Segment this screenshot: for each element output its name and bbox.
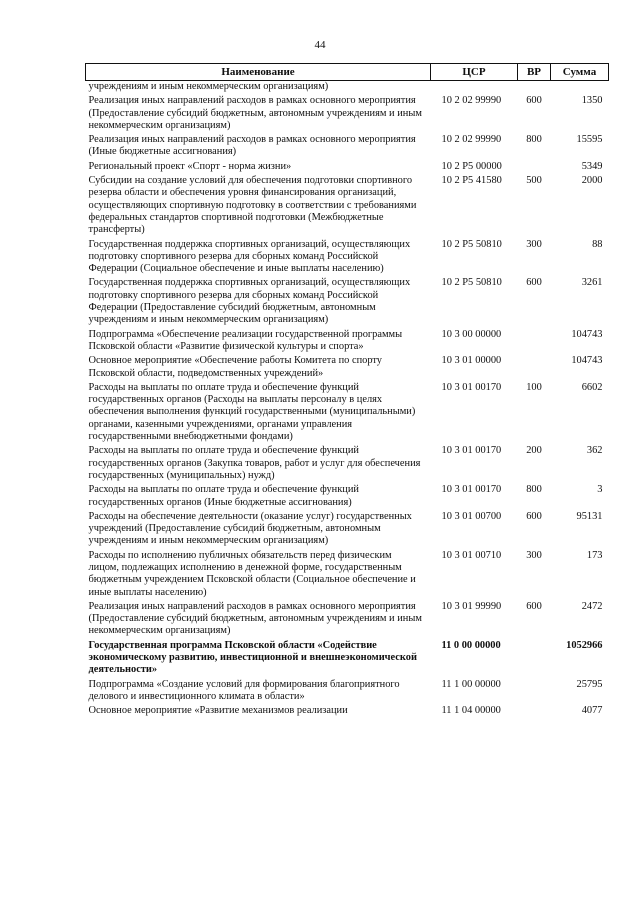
page-number: 44 — [314, 39, 326, 51]
cell-vr — [518, 640, 551, 679]
cell-csr: 11 0 00 00000 — [441, 639, 501, 651]
cell-sum: 95131 — [576, 510, 603, 522]
cell-name: Реализация иных направлений расходов в рамках основного мероприятия (Иные бюджетные ассигнования) — [88, 134, 416, 158]
header-csr: ЦСР — [431, 64, 518, 81]
cell-sum: 362 — [586, 445, 603, 457]
table-row — [86, 511, 609, 550]
cell-name: Основное мероприятие «Развитие механизмов реализации — [88, 705, 348, 717]
table-row — [86, 134, 609, 161]
cell-vr: 800 — [526, 134, 542, 146]
cell-sum: 2000 — [581, 175, 603, 187]
table-row — [86, 445, 609, 484]
cell-sum: 1350 — [581, 95, 603, 107]
cell-name: Основное мероприятие «Обеспечение работы Комитета по спорту Псковской области, подведомственных учреждений» — [88, 355, 382, 379]
cell-csr: 10 3 01 99990 — [441, 600, 502, 612]
cell-vr: 600 — [526, 600, 542, 612]
cell-vr — [518, 679, 551, 706]
cell-csr — [431, 81, 518, 96]
cell-vr: 800 — [526, 484, 542, 496]
cell-name: Государственная программа Псковской области «Содействие экономическому развитию, инвестиционной и внешнеэкономической деятельности» — [88, 639, 417, 676]
cell-sum: 1052966 — [566, 639, 603, 651]
cell-csr: 10 2 P5 00000 — [441, 160, 502, 172]
cell-vr — [518, 161, 551, 175]
header-name: Наименование — [86, 64, 431, 81]
cell-csr: 10 2 P5 41580 — [441, 175, 502, 187]
cell-sum: 88 — [592, 238, 603, 250]
table-row — [86, 95, 609, 134]
cell-csr: 10 3 01 00170 — [441, 445, 502, 457]
table-row — [86, 161, 609, 175]
table-row — [86, 329, 609, 356]
table-header — [86, 64, 609, 81]
table-row — [86, 355, 609, 382]
cell-vr: 300 — [526, 238, 542, 250]
cell-name: Расходы на выплаты по оплате труда и обеспечение функций государственных органов (Закупка товаров, работ и услуг для обеспечения государственных (муниципальных) нужд) — [88, 445, 421, 481]
cell-name: Субсидии на создание условий для обеспечения подготовки спортивного резерва области и обеспечения уровня финансирования организаций, осуществляющих спортивную подготовку в соответствии с требованиями федеральных стандартов спортивной подготовки (Межбюджетные трансферты) — [88, 175, 417, 236]
cell-csr: 11 1 00 00000 — [441, 678, 501, 690]
cell-name: Региональный проект «Спорт - норма жизни» — [88, 160, 292, 172]
cell-name: Реализация иных направлений расходов в рамках основного мероприятия (Предоставление субсидий бюджетным, автономным учреждениям и иным некоммерческим организациям) — [88, 95, 422, 131]
cell-sum: 5349 — [581, 160, 603, 172]
cell-csr: 10 3 01 00700 — [441, 510, 502, 522]
cell-vr: 200 — [526, 445, 542, 457]
table-body — [86, 81, 609, 720]
cell-csr: 10 2 P5 50810 — [441, 238, 502, 250]
table-row — [86, 175, 609, 238]
cell-vr: 100 — [526, 381, 542, 393]
cell-name: Расходы по исполнению публичных обязательств перед физическим лицом, подлежащих исполнению в денежной форме, государственным бюджетным учреждением Псковской области (Социальное обеспечение и иные выплаты населению) — [88, 549, 416, 598]
table-row — [86, 640, 609, 679]
cell-csr: 10 3 01 00710 — [441, 549, 502, 561]
cell-name: Государственная поддержка спортивных организаций, осуществляющих подготовку спортивного резерва для сборных команд Российской Федерации (Социальное обеспечение и иные выплаты населению) — [88, 238, 411, 275]
cell-sum: 3261 — [581, 277, 603, 289]
cell-sum: 104743 — [571, 355, 603, 367]
cell-csr: 10 2 02 99990 — [441, 134, 502, 146]
cell-name: Расходы на выплаты по оплате труда и обеспечение функций государственных органов (Расходы на выплаты персоналу в целях обеспечения выполнения функций государственными (муниципальными) органами, казенными учреждениями, органами управления государственными внебюджетными фондами) — [88, 381, 416, 443]
cell-csr: 10 2 02 99990 — [441, 95, 502, 107]
cell-csr: 10 3 00 00000 — [441, 328, 502, 340]
cell-sum: 104743 — [571, 328, 603, 340]
cell-vr: 600 — [526, 277, 542, 289]
cell-sum: 15595 — [576, 134, 603, 146]
cell-csr: 10 2 P5 50810 — [441, 277, 502, 289]
table-row — [86, 484, 609, 511]
cell-name: Реализация иных направлений расходов в рамках основного мероприятия (Предоставление субсидий бюджетным, автономным учреждениям и иным некоммерческим организациям) — [88, 600, 422, 637]
cell-csr: 11 1 04 00000 — [441, 705, 501, 717]
cell-vr: 600 — [526, 510, 542, 522]
cell-name: учреждениям и иным некоммерческим организациям) — [88, 81, 329, 92]
cell-vr — [518, 705, 551, 719]
cell-name: Государственная поддержка спортивных организаций, осуществляющих подготовку спортивного резерва для сборных команд Российской Федерации (Предоставление субсидий бюджетным, автономным учреждениям и иным некоммерческим организациям) — [88, 277, 411, 326]
budget-table — [85, 63, 609, 720]
cell-sum: 4077 — [581, 705, 603, 717]
cell-name: Подпрограмма «Обеспечение реализации государственной программы Псковской области «Развитие физической культуры и спорта» — [88, 328, 403, 352]
cell-sum: 3 — [597, 484, 603, 496]
table-row — [86, 382, 609, 445]
cell-name: Расходы на выплаты по оплате труда и обеспечение функций государственных органов (Иные бюджетные ассигнования) — [88, 484, 359, 508]
cell-vr — [518, 355, 551, 382]
table-row — [86, 239, 609, 278]
table-row — [86, 81, 609, 96]
header-sum: Сумма — [551, 64, 609, 81]
cell-sum: 173 — [586, 549, 603, 561]
cell-vr — [518, 329, 551, 356]
cell-csr: 10 3 01 00170 — [441, 484, 502, 496]
cell-vr: 300 — [526, 549, 542, 561]
table-row — [86, 550, 609, 601]
cell-name: Подпрограмма «Создание условий для формирования благоприятного делового и инвестиционного климата в области» — [88, 678, 400, 702]
cell-csr: 10 3 01 00000 — [441, 355, 502, 367]
cell-sum: 6602 — [581, 381, 603, 393]
cell-sum: 25795 — [576, 678, 603, 690]
cell-sum — [551, 81, 609, 96]
table-row — [86, 601, 609, 640]
cell-csr: 10 3 01 00170 — [441, 381, 502, 393]
cell-sum: 2472 — [581, 600, 603, 612]
table-row — [86, 679, 609, 706]
cell-vr: 600 — [526, 95, 542, 107]
cell-vr: 500 — [526, 175, 542, 187]
table-row — [86, 277, 609, 328]
header-vr: ВР — [518, 64, 551, 81]
cell-vr — [518, 81, 551, 96]
cell-name: Расходы на обеспечение деятельности (оказание услуг) государственных учреждений (Предоставление субсидий бюджетным, автономным учреждениям и иным некоммерческим организациям) — [88, 510, 412, 547]
table-row — [86, 705, 609, 719]
